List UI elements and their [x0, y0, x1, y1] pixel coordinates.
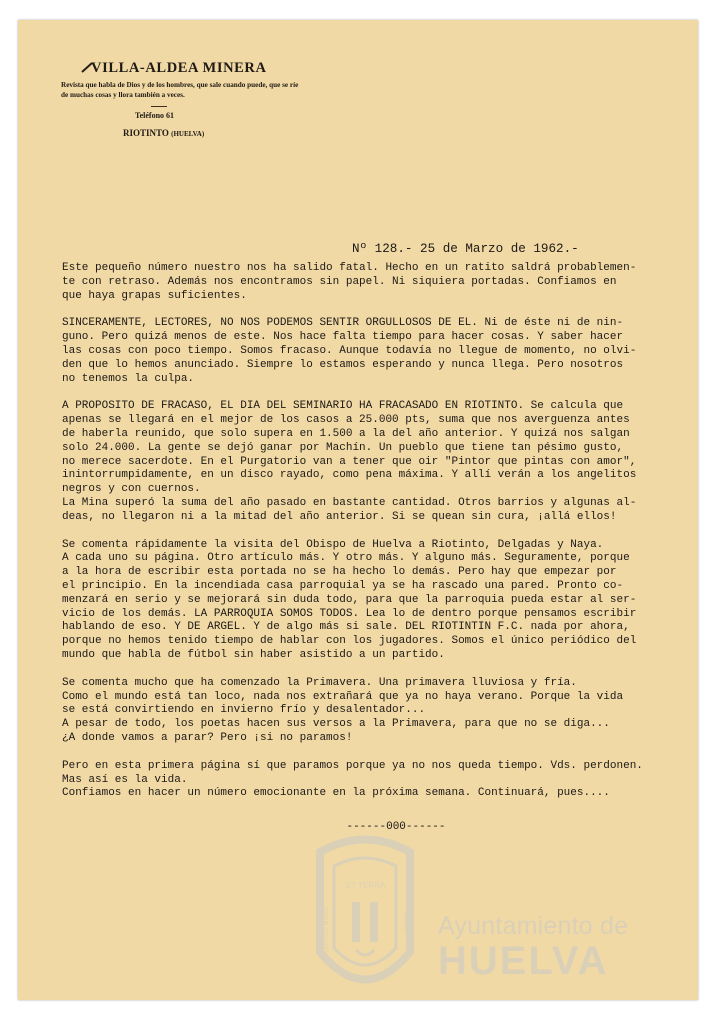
- shield-motto-left: PORTUS MARIS: [324, 906, 330, 952]
- article-body: [62, 262, 650, 835]
- closing-separator: ------000------: [346, 821, 446, 834]
- paragraph: Se comenta rápidamente la visita del Obispo de Huelva a Riotinto, Delgadas y Naya. A cada uno su página. Otro artículo más. Y otro más. Y alguno más. Seguramente, porque a la hora de escribir esta portada no se ha hecho lo demás. Pero hay que empezar por el principio. En la incendiada casa parroquial ya se ha rascado una pared. Pronto co- menzará en serio y se mejorará sin duda todo, para que la parroquia pueda estar al ser- vicio de los demás. LA PARROQUIA SOMOS TODOS. Lea lo de dentro porque pensamos escribir hablando de eso. Y DE ARGEL. Y de algo más si sale. DEL RIOTINTIN F.C. nada por ahora, porque no hemos tenido tiempo de hablar con los jugadores. Somos el único periódico del mundo que habla de fútbol sin haber asistido a un partido.: [62, 538, 637, 661]
- letterhead: [55, 60, 315, 138]
- paragraph: SINCERAMENTE, LECTORES, NO NOS PODEMOS SENTIR ORGULLOSOS DE EL. Ni de éste ni de nin- guno. Pero quizá menos de este. Nos hace falta tiempo para hacer cosas. Y saber hacer las cosas con poco tiempo. Somos fracaso. Aunque todavía no llegue de momento, no olvi- den que lo hemos anunciado. Siempre lo estamos esperando y nunca llega. Pero nosotros no tenemos la culpa.: [62, 317, 637, 385]
- watermark-line1: Ayuntamiento de: [438, 912, 629, 940]
- paragraph: A PROPOSITO DE FRACASO, EL DIA DEL SEMINARIO HA FRACASADO EN RIOTINTO. Se calcula que apenas se llegará en el mejor de los casos a 25.000 pts, suma que nos averguenza antes de haberla reunido, que solo supera en 1.500 a la del año anterior. Y quizá nos salgan solo 24.000. La gente se dejó ganar por Machín. Un pueblo que tiene tan pésimo gusto, no merece sacerdote. En el Purgatorio van a tener que oir "Pintor que pintas con amor", inintorrumpidamente, en un disco rayado, como pena máxima. Y allí verán a los angelitos negros y con cuernos. La Mina superó la suma del año pasado en bastante cantidad. Otros barrios y algunas al- deas, no llegaron ni a la mitad del año anterior. Si se quean sin cura, ¡allá ellos!: [62, 400, 637, 523]
- letterhead-description: Revista que habla de Dios y de los hombres, que sale cuando puede, que se ríe de muchas cosas y llora también a veces.: [61, 81, 299, 99]
- issue-dateline: Nº 128.- 25 de Marzo de 1962.-: [352, 242, 579, 256]
- shield-motto-top: ET TERRA: [346, 881, 386, 890]
- watermark-text: [438, 912, 628, 984]
- shield-motto-right: ONUBA: [402, 912, 408, 934]
- letterhead-divider: [151, 106, 167, 107]
- city-shield-icon: [300, 832, 430, 1002]
- paragraph: Este pequeño número nuestro nos ha salido fatal. Hecho en un ratito saldrá probablemen- te con retraso. Además nos encontramos sin papel. Ni siquiera portadas. Confiamos en que haya grapas suficientes.: [62, 262, 637, 302]
- letterhead-phone: Teléfono 61: [135, 111, 175, 121]
- watermark-line2: HUELVA: [438, 939, 609, 983]
- letterhead-city-name: RIOTINTO: [123, 128, 169, 139]
- letterhead-province: (HUELVA): [171, 130, 205, 139]
- paragraph: Pero en esta primera página sí que paramos porque ya no nos queda tiempo. Vds. perdonen. Mas así es la vida. Confiamos en hacer un número emocionante en la próxima semana. Continuará, pues....: [62, 759, 643, 800]
- letterhead-city: [123, 128, 315, 138]
- paragraph: Se comenta mucho que ha comenzado la Primavera. Una primavera lluviosa y fría. Como el mundo está tan loco, nada nos extrañará que ya no haya verano. Porque la vida se está convirtiendo en invierno frío y desalentador... A pesar de todo, los poetas hacen sus versos a la Primavera, para que no se diga... ¿A donde vamos a parar? Pero ¡si no paramos!: [62, 676, 624, 744]
- letterhead-title: VILLA-ALDEA MINERA: [91, 60, 267, 76]
- archive-watermark: [300, 832, 650, 1002]
